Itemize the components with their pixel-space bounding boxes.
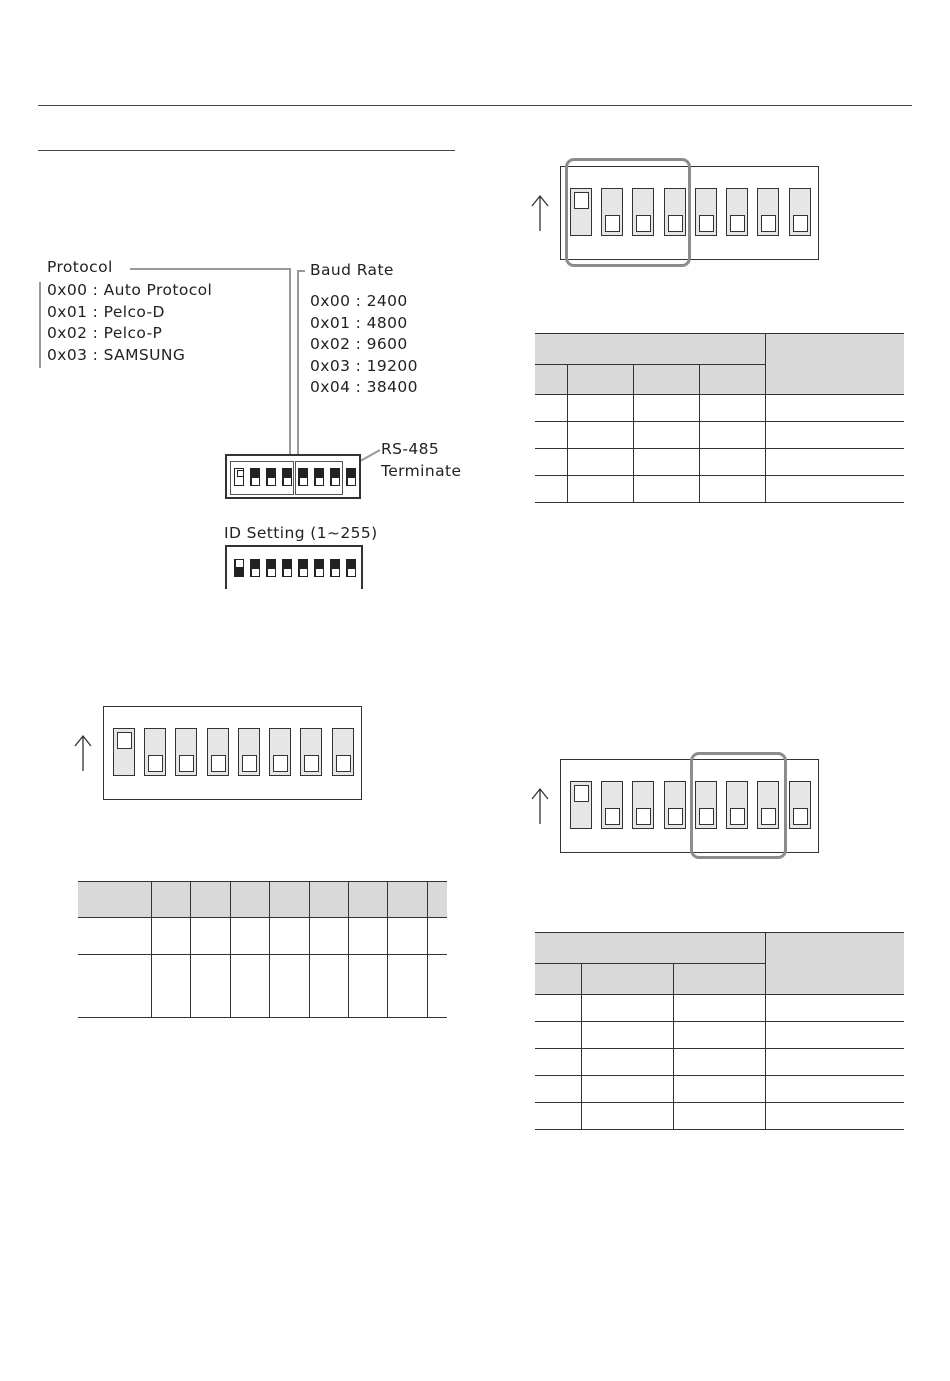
table-header-cell — [152, 882, 191, 918]
switch-knob — [605, 808, 620, 825]
baud-option: 0x01 : 4800 — [310, 313, 408, 332]
dip-switch — [250, 468, 260, 486]
switch-knob — [348, 569, 355, 576]
table-cell — [388, 955, 427, 1018]
protocol-options — [47, 280, 212, 366]
table-header-cell — [230, 882, 269, 918]
dip-switch — [207, 728, 229, 776]
terminate-line1: RS-485 — [381, 440, 440, 458]
dip-switch — [346, 468, 356, 486]
table-header-cell — [535, 964, 581, 995]
page-header-rule — [38, 105, 912, 106]
table-header-cell — [568, 365, 634, 395]
table-cell — [581, 1049, 673, 1076]
switch-knob — [336, 755, 351, 772]
up-arrow-icon — [530, 786, 550, 826]
switch-knob — [636, 808, 651, 825]
table-cell — [535, 1049, 581, 1076]
dip-switch — [113, 728, 135, 776]
protocol-option: 0x03 : SAMSUNG — [47, 345, 186, 364]
switch-knob — [668, 808, 683, 825]
table-cell — [309, 955, 348, 1018]
dip-switch — [298, 559, 308, 577]
protocol-leader-v — [289, 268, 291, 462]
table-header-cell — [348, 882, 387, 918]
table-header-cell — [78, 882, 152, 918]
table-cell — [568, 449, 634, 476]
protocol-table — [535, 333, 904, 503]
table-header-cell — [535, 933, 766, 964]
switch-knob — [761, 215, 776, 232]
table-cell — [700, 422, 766, 449]
switch-knob — [148, 755, 163, 772]
table-row — [535, 422, 904, 449]
protocol-option: 0x00 : Auto Protocol — [47, 281, 213, 299]
table-cell — [535, 1022, 581, 1049]
switch-knob — [332, 478, 339, 485]
table-cell — [152, 918, 191, 955]
table-header-cell — [191, 882, 230, 918]
switch-knob — [793, 215, 808, 232]
table-cell — [270, 955, 309, 1018]
baud-option: 0x03 : 19200 — [310, 356, 418, 375]
table-cell — [230, 955, 269, 1018]
table-cell — [766, 395, 905, 422]
table-cell — [535, 995, 581, 1022]
table-cell — [700, 476, 766, 503]
dip-switch — [269, 728, 291, 776]
baud-switch-highlight — [690, 752, 787, 859]
switch-knob — [268, 478, 275, 485]
table-cell — [78, 955, 152, 1018]
baud-option: 0x02 : 9600 — [310, 335, 408, 353]
table-cell — [766, 1103, 905, 1130]
table-cell — [634, 422, 700, 449]
table-cell — [309, 918, 348, 955]
baud-table — [535, 932, 904, 1130]
table-header-cell — [581, 964, 673, 995]
table-header-cell — [766, 334, 905, 395]
switch-knob — [268, 569, 275, 576]
id-setting-title: ID Setting (1~255) — [224, 524, 378, 542]
switch-knob — [793, 808, 808, 825]
table-cell — [427, 955, 447, 1018]
table-cell — [673, 995, 765, 1022]
table-row — [535, 1049, 904, 1076]
switch-knob — [284, 569, 291, 576]
table-cell — [191, 918, 230, 955]
dip-switch — [332, 728, 354, 776]
table-cell — [535, 449, 568, 476]
table-cell — [568, 476, 634, 503]
table-cell — [634, 476, 700, 503]
dip-switch — [250, 559, 260, 577]
switch-knob — [300, 569, 307, 576]
dip-switch — [695, 188, 717, 236]
table-header-cell — [700, 365, 766, 395]
dip-switch — [234, 559, 244, 577]
table-header-cell — [673, 964, 765, 995]
baud-option: 0x00 : 2400 — [310, 292, 408, 310]
table-cell — [673, 1076, 765, 1103]
dip-switch — [266, 559, 276, 577]
table-row — [535, 449, 904, 476]
table-cell — [766, 1022, 905, 1049]
table-cell — [270, 918, 309, 955]
switch-knob — [242, 755, 257, 772]
table-cell — [568, 422, 634, 449]
switch-knob — [179, 755, 194, 772]
switch-knob — [117, 732, 132, 749]
table-cell — [700, 449, 766, 476]
dip-switch — [282, 468, 292, 486]
table-cell — [766, 476, 905, 503]
dip-switch — [144, 728, 166, 776]
protocol-baud-switch — [225, 454, 361, 499]
table-row — [535, 1103, 904, 1130]
table-cell — [535, 395, 568, 422]
table-cell — [348, 918, 387, 955]
table-cell — [535, 476, 568, 503]
id-setting-switch — [225, 545, 363, 589]
table-header-cell — [270, 882, 309, 918]
protocol-switch-highlight — [565, 158, 691, 267]
dip-switch — [757, 188, 779, 236]
switch-knob — [332, 569, 339, 576]
switch-knob — [316, 569, 323, 576]
baud-leader-v — [297, 270, 299, 462]
id-switch-table — [78, 881, 447, 1018]
table-cell — [581, 1022, 673, 1049]
table-row — [535, 995, 904, 1022]
switch-knob — [300, 478, 307, 485]
switch-knob — [316, 478, 323, 485]
table-row — [78, 918, 447, 955]
up-arrow-icon — [530, 193, 550, 233]
dip-switch — [789, 781, 811, 829]
table-cell — [634, 395, 700, 422]
table-cell — [581, 1103, 673, 1130]
dip-switch — [314, 468, 324, 486]
table-header-cell — [634, 365, 700, 395]
switch-knob — [237, 470, 244, 477]
table-header-cell — [766, 933, 905, 995]
up-arrow-icon — [73, 733, 93, 773]
table-row — [78, 955, 447, 1018]
dip-switch — [330, 559, 340, 577]
table-cell — [568, 395, 634, 422]
table-cell — [634, 449, 700, 476]
dip-switch — [601, 781, 623, 829]
dip-switch — [330, 468, 340, 486]
table-row — [535, 1022, 904, 1049]
switch-knob — [236, 560, 243, 567]
baud-option: 0x04 : 38400 — [310, 378, 418, 396]
table-header-cell — [427, 882, 447, 918]
table-cell — [581, 995, 673, 1022]
table-header-cell — [535, 334, 766, 365]
table-cell — [388, 918, 427, 955]
protocol-title: Protocol — [47, 258, 113, 276]
table-cell — [766, 995, 905, 1022]
dip-switch — [664, 781, 686, 829]
table-cell — [700, 395, 766, 422]
dip-switch — [266, 468, 276, 486]
table-header-cell — [388, 882, 427, 918]
baud-options — [310, 291, 418, 399]
dip-switch — [175, 728, 197, 776]
id-switch-diagram — [103, 706, 362, 800]
dip-switch — [314, 559, 324, 577]
table-header-cell — [309, 882, 348, 918]
table-cell — [535, 1103, 581, 1130]
table-cell — [230, 918, 269, 955]
dip-switch — [789, 188, 811, 236]
table-cell — [535, 422, 568, 449]
table-row — [535, 395, 904, 422]
protocol-option: 0x02 : Pelco-P — [47, 324, 163, 342]
protocol-leader-h — [130, 268, 290, 270]
table-cell — [673, 1022, 765, 1049]
protocol-bracket — [39, 282, 41, 368]
table-cell — [766, 1076, 905, 1103]
switch-knob — [574, 785, 589, 802]
table-cell — [348, 955, 387, 1018]
dip-switch — [298, 468, 308, 486]
dip-switch — [632, 781, 654, 829]
table-cell — [535, 1076, 581, 1103]
table-cell — [152, 955, 191, 1018]
table-cell — [673, 1103, 765, 1130]
switch-knob — [304, 755, 319, 772]
switch-knob — [211, 755, 226, 772]
dip-switch — [300, 728, 322, 776]
switch-knob — [252, 478, 259, 485]
switch-knob — [252, 569, 259, 576]
dip-switch — [346, 559, 356, 577]
switch-knob — [699, 215, 714, 232]
table-cell — [766, 422, 905, 449]
section-title-rule — [38, 150, 455, 151]
dip-switch — [570, 781, 592, 829]
protocol-option: 0x01 : Pelco-D — [47, 302, 165, 321]
terminate-line2: Terminate — [381, 462, 462, 480]
table-cell — [673, 1049, 765, 1076]
table-cell — [581, 1076, 673, 1103]
switch-knob — [284, 478, 291, 485]
table-cell — [427, 918, 447, 955]
switch-knob — [348, 478, 355, 485]
table-cell — [78, 918, 152, 955]
table-cell — [766, 449, 905, 476]
table-row — [535, 476, 904, 503]
table-row — [535, 1076, 904, 1103]
table-cell — [191, 955, 230, 1018]
table-header-cell — [535, 365, 568, 395]
dip-switch — [238, 728, 260, 776]
dip-switch — [234, 468, 244, 486]
switch-knob — [730, 215, 745, 232]
baud-title: Baud Rate — [310, 261, 394, 279]
switch-knob — [273, 755, 288, 772]
dip-switch — [726, 188, 748, 236]
table-cell — [766, 1049, 905, 1076]
dip-switch — [282, 559, 292, 577]
